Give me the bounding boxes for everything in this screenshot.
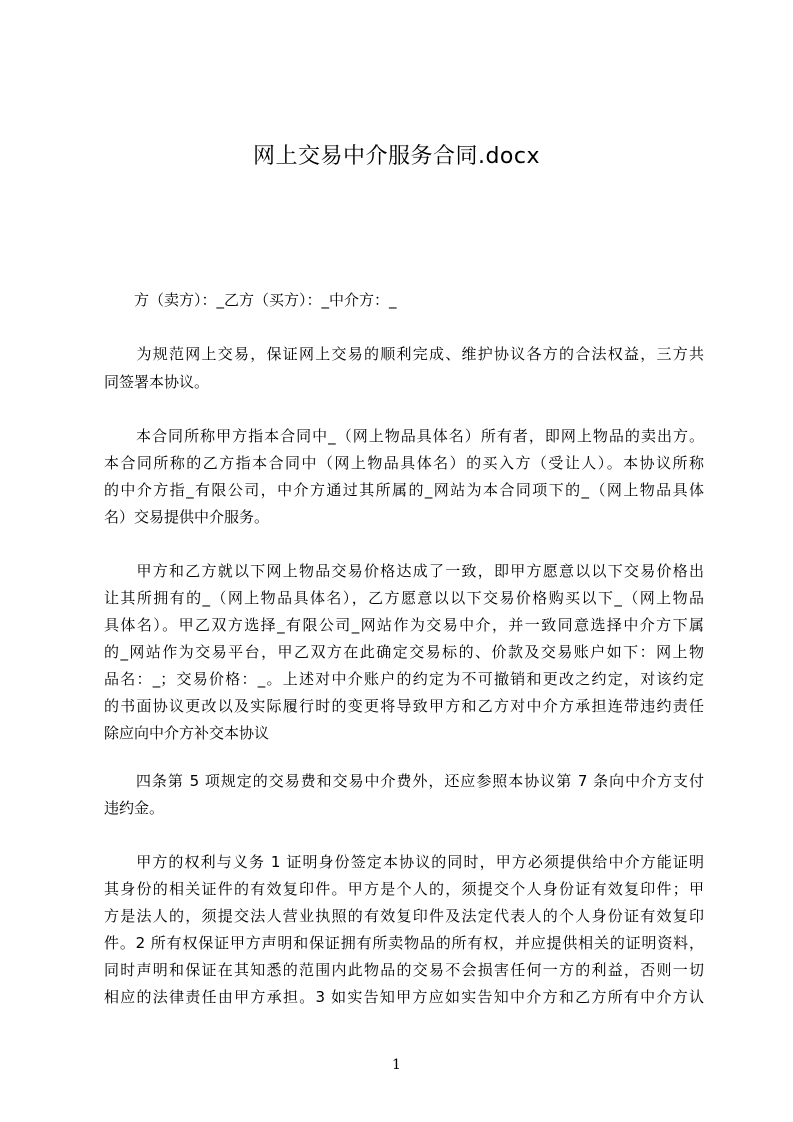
paragraph-line: 的中介方指_有限公司，中介方通过其所属的_网站为本合同项下的_（网上物品具体	[104, 481, 704, 499]
paragraph-line: 同签署本协议。	[104, 373, 210, 391]
document-title: 网上交易中介服务合同.docx	[252, 144, 541, 169]
paragraph-line: 本合同所称的乙方指本合同中（网上物品具体名）的买入方（受让人）。本协议所称	[104, 454, 704, 472]
paragraph-line: 的书面协议更改以及实际履行时的变更将导致甲方和乙方对中介方承担连带违约责任	[104, 697, 704, 715]
paragraph-line: 违约金。	[104, 799, 165, 817]
page-number: 1	[392, 1057, 401, 1073]
paragraph-line: 除应向中介方补交本协议	[104, 724, 270, 742]
paragraph-line: 具体名）。甲乙双方选择_有限公司_网站作为交易中介，并一致同意选择中介方下属	[104, 616, 704, 634]
paragraph-line: 本合同所称甲方指本合同中_（网上物品具体名）所有者，即网上物品的卖出方。	[104, 427, 704, 445]
paragraph-line: 方是法人的，须提交法人营业执照的有效复印件及法定代表人的个人身份证有效复印	[104, 907, 704, 925]
paragraph-line: 方（卖方）：_乙方（买方）：_中介方：_	[104, 291, 397, 309]
paragraph-line: 让其所拥有的_（网上物品具体名），乙方愿意以以下交易价格购买以下_（网上物品	[104, 589, 704, 607]
paragraph-line: 相应的法律责任由甲方承担。3 如实告知甲方应如实告知中介方和乙方所有中介方认	[104, 988, 704, 1006]
paragraph-line: 四条第 5 项规定的交易费和交易中介费外，还应参照本协议第 7 条向中介方支付	[104, 772, 704, 790]
paragraph-line: 为规范网上交易，保证网上交易的顺利完成、维护协议各方的合法权益，三方共	[104, 345, 704, 363]
paragraph-line: 甲方和乙方就以下网上物品交易价格达成了一致，即甲方愿意以以下交易价格出	[104, 562, 704, 580]
paragraph-line: 名）交易提供中介服务。	[104, 508, 270, 526]
paragraph-line: 同时声明和保证在其知悉的范围内此物品的交易不会损害任何一方的利益，否则一切	[104, 961, 704, 979]
paragraph-line: 甲方的权利与义务 1 证明身份签定本协议的同时，甲方必须提供给中介方能证明	[104, 853, 704, 871]
paragraph-line: 的_网站作为交易平台，甲乙双方在此确定交易标的、价款及交易账户如下：网上物	[104, 643, 704, 661]
paragraph-line: 品名：_；交易价格：_。上述对中介账户的约定为不可撤销和更改之约定，对该约定	[104, 670, 704, 688]
paragraph-line: 件。2 所有权保证甲方声明和保证拥有所卖物品的所有权，并应提供相关的证明资料，	[104, 934, 704, 952]
paragraph-line: 其身份的相关证件的有效复印件。甲方是个人的，须提交个人身份证有效复印件；甲	[104, 880, 704, 898]
